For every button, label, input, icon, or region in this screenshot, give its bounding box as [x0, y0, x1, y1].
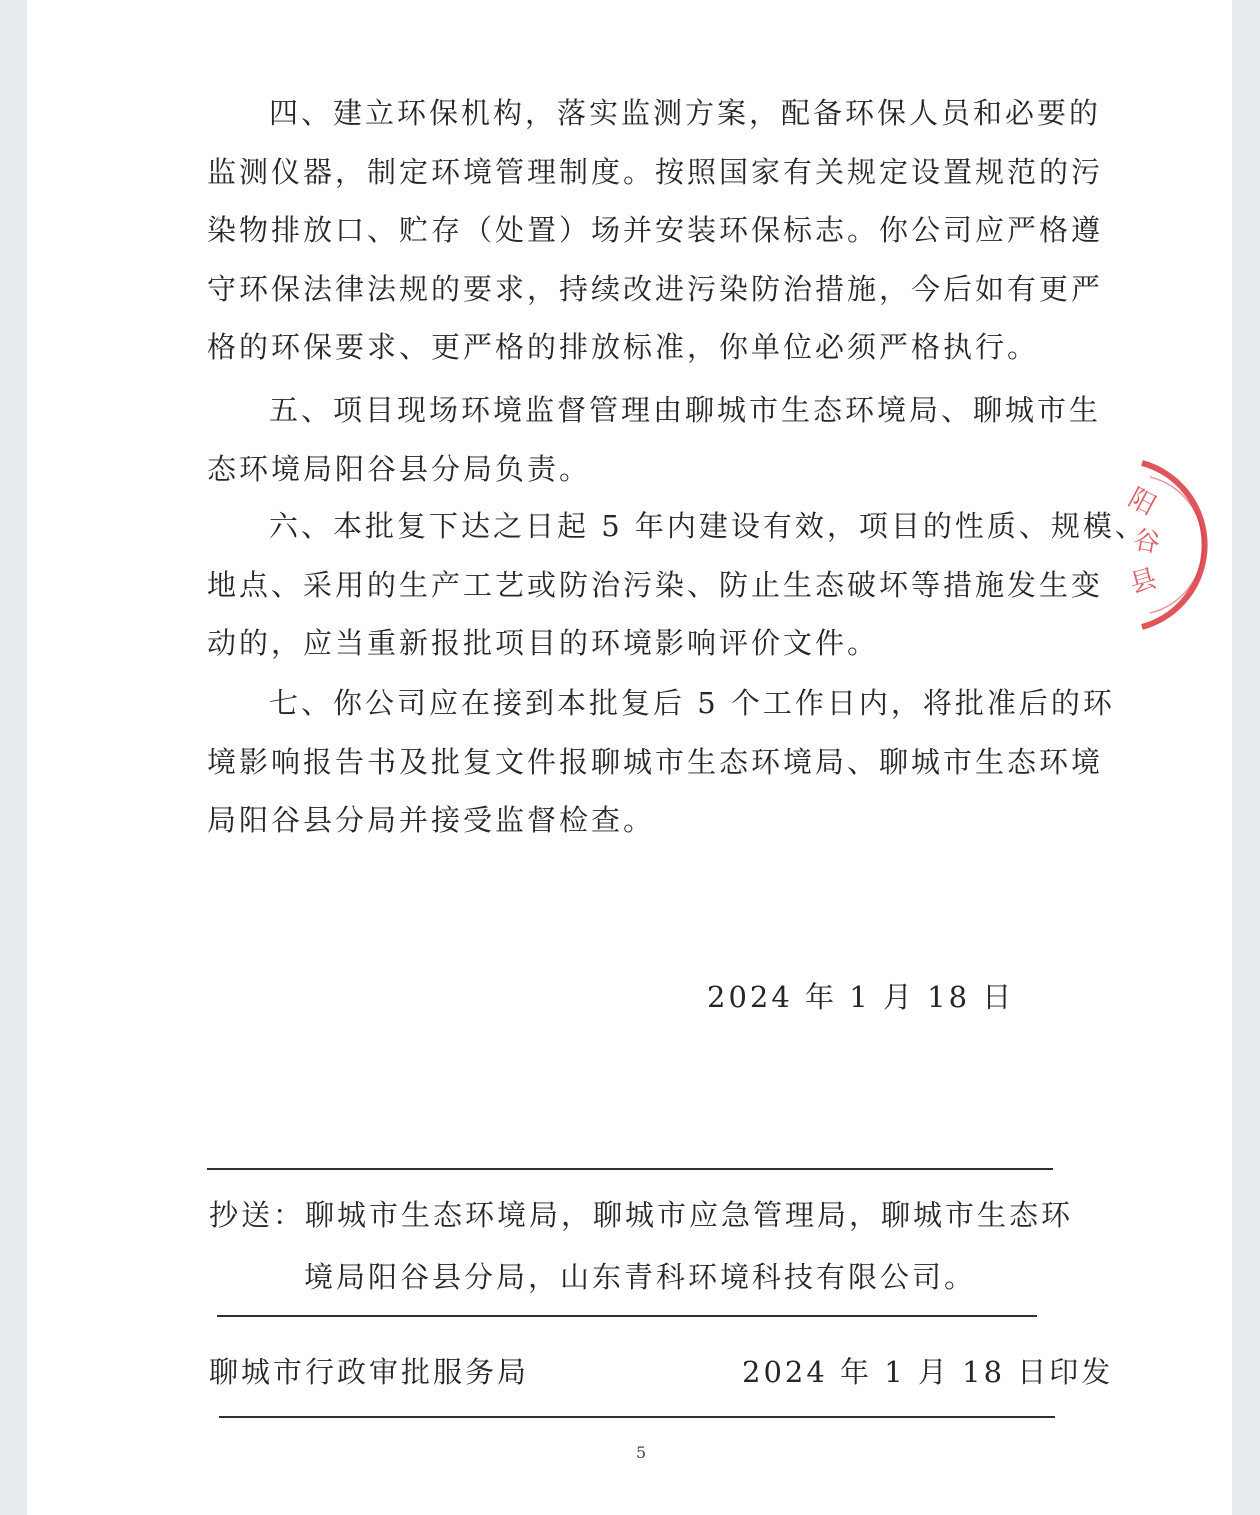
svg-text:县: 县 — [1127, 563, 1160, 600]
paragraph-line: 监测仪器，制定环境管理制度。按照国家有关规定设置规范的污 — [207, 154, 1104, 189]
paragraph-line: 态环境局阳谷县分局负责。 — [207, 451, 592, 486]
paragraph-line: 守环保法律法规的要求，持续改进污染防治措施，今后如有更严 — [207, 271, 1104, 306]
paragraph-4 — [207, 84, 1104, 377]
signature-date: 2024 年 1 月 18 日 — [707, 980, 1015, 1014]
distribution-list — [209, 1190, 1074, 1314]
paragraph-line: 染物排放口、贮存（处置）场并安装环保标志。你公司应严格遵 — [207, 213, 1104, 247]
paragraph-5 — [207, 381, 1102, 498]
divider-top — [207, 1168, 1053, 1170]
distribution-line: 抄送：聊城市生态环境局，聊城市应急管理局，聊城市生态环 — [209, 1198, 1074, 1232]
document-page — [27, 0, 1232, 1515]
paragraph-6 — [207, 497, 1147, 673]
print-date: 2024 年 1 月 18 日印发 — [742, 1355, 1114, 1389]
paragraph-line: 七、你公司应在接到本批复后 5 个工作日内，将批准后的环 — [269, 686, 1115, 720]
divider-bottom — [219, 1416, 1055, 1418]
divider-middle — [217, 1315, 1037, 1317]
paragraph-7 — [207, 674, 1115, 850]
official-seal-stamp — [1112, 455, 1222, 635]
paragraph-line: 五、项目现场环境监督管理由聊城市生态环境局、聊城市生 — [269, 393, 1102, 427]
paragraph-line: 地点、采用的生产工艺或防治污染、防止生态破坏等措施发生变 — [207, 567, 1104, 602]
svg-text:阳: 阳 — [1123, 482, 1161, 522]
distribution-line: 境局阳谷县分局，山东青科环境科技有限公司。 — [304, 1260, 977, 1294]
issuing-office: 聊城市行政审批服务局 — [209, 1355, 530, 1389]
paragraph-line: 境影响报告书及批复文件报聊城市生态环境局、聊城市生态环境 — [207, 744, 1104, 779]
paragraph-line: 六、本批复下达之日起 5 年内建设有效，项目的性质、规模、 — [269, 509, 1147, 543]
svg-text:谷: 谷 — [1131, 525, 1163, 560]
paragraph-line: 四、建立环保机构，落实监测方案，配备环保人员和必要的 — [269, 96, 1102, 130]
paragraph-line: 局阳谷县分局并接受监督检查。 — [207, 803, 656, 837]
paragraph-line: 动的，应当重新报批项目的环境影响评价文件。 — [207, 626, 880, 660]
page-number: 5 — [636, 1443, 647, 1462]
paragraph-line: 格的环保要求、更严格的排放标准，你单位必须严格执行。 — [207, 330, 1040, 364]
